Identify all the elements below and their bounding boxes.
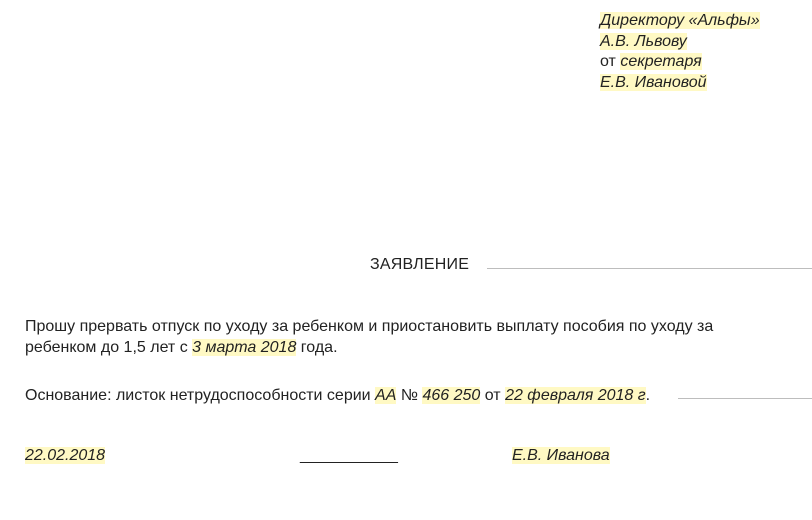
basis-number: 466 250 xyxy=(422,387,481,404)
addressee-line-from xyxy=(600,52,760,73)
basis-date: 22 февраля 2018 г xyxy=(505,387,646,404)
basis-number-label: № xyxy=(396,387,423,404)
document-title: ЗАЯВЛЕНИЕ xyxy=(370,256,470,273)
request-text-before: Прошу прервать отпуск по уходу за ребенком и приостановить выплату пособия по уходу за ребенком до 1,5 лет с xyxy=(25,318,714,356)
addressee-line-director xyxy=(600,11,760,32)
addressee-block xyxy=(600,11,760,93)
basis-series: АА xyxy=(375,387,397,404)
basis-paragraph xyxy=(25,387,650,405)
addressee-director: Директору «Альфы» xyxy=(600,12,760,29)
addressee-from-prefix: от xyxy=(600,53,621,70)
signature-name-value: Е.В. Иванова xyxy=(512,447,610,464)
request-date: 3 марта 2018 xyxy=(192,339,297,356)
signature-name xyxy=(512,447,610,465)
signature-date xyxy=(25,447,105,465)
basis-divider xyxy=(678,398,812,399)
basis-from-label: от xyxy=(480,387,506,404)
addressee-name: А.В. Львову xyxy=(600,32,687,50)
addressee-position: секретаря xyxy=(620,53,702,70)
title-divider xyxy=(487,268,812,269)
signature-line: ___________ xyxy=(300,447,398,464)
request-text-after: года. xyxy=(296,339,338,356)
addressee-sender: Е.В. Ивановой xyxy=(600,73,707,91)
basis-prefix: Основание: листок нетрудоспособности серии xyxy=(25,387,376,404)
addressee-line-name xyxy=(600,32,760,53)
request-paragraph xyxy=(25,316,745,358)
basis-suffix: . xyxy=(645,387,651,404)
signature-date-value: 22.02.2018 xyxy=(25,447,106,464)
addressee-line-sender xyxy=(600,73,760,94)
